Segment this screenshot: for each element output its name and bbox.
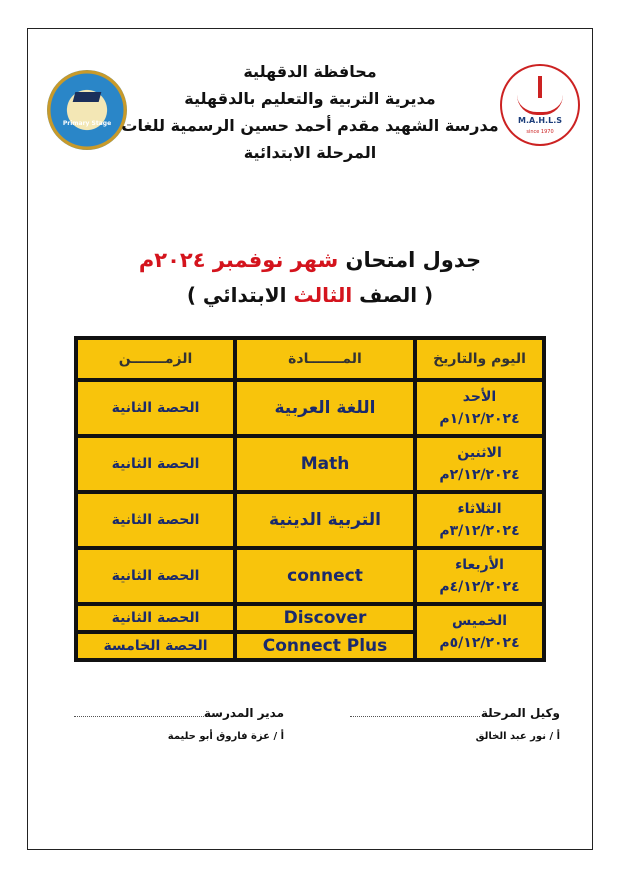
subtitle-grade: الثالث [293, 283, 353, 307]
day-cell [417, 550, 542, 602]
subject-cell: Connect Plus [237, 634, 413, 658]
period-cell: الحصة الثانية [78, 606, 233, 630]
day-cell [417, 438, 542, 490]
day-cell [417, 606, 542, 658]
subject-cell: اللغة العربية [237, 382, 413, 434]
day-name: الخميس [451, 613, 508, 629]
subject-cell: Discover [237, 606, 413, 630]
exam-date: ٥/١٢/٢٠٢٤م [439, 635, 520, 651]
subtitle-rest: الابتدائي ) [186, 283, 294, 307]
page-title [0, 248, 620, 272]
logo-brand: M.A.H.L.S [517, 116, 562, 125]
exam-date: ١/١٢/٢٠٢٤م [439, 411, 520, 427]
principal-signature [74, 706, 284, 742]
stage-line: المرحلة الابتدائية [243, 143, 377, 162]
subject-cell: Math [237, 438, 413, 490]
logo-since: since 1970 [526, 129, 554, 135]
header-subject: المـــــــادة [237, 340, 413, 378]
table-row [78, 494, 542, 546]
signature-line [74, 716, 204, 717]
header-time: الزمـــــــن [78, 340, 233, 378]
exam-date: ٢/١٢/٢٠٢٤م [439, 467, 520, 483]
period-cell: الحصة الثانية [78, 438, 233, 490]
title-prefix: جدول امتحان [338, 248, 482, 272]
table-row [78, 606, 542, 630]
directorate-line: مديرية التربية والتعليم بالدقهلية [184, 89, 436, 108]
table-row [78, 550, 542, 602]
day-name: الأربعاء [455, 557, 504, 573]
governorate-line: محافظة الدقهلية [243, 62, 377, 81]
principal-role: مدير المدرسة [203, 706, 284, 720]
school-name-line: مدرسة الشهيد مقدم أحمد حسين الرسمية للغات [121, 116, 499, 135]
header-day-date: اليوم والتاريخ [417, 340, 542, 378]
table-row [78, 438, 542, 490]
grade-subtitle [0, 283, 620, 307]
exam-schedule-table [74, 336, 546, 662]
exam-date: ٤/١٢/٢٠٢٤م [439, 579, 520, 595]
day-name: الاثنين [457, 445, 502, 461]
vice-principal-signature [350, 706, 560, 742]
exam-date: ٣/١٢/٢٠٢٤م [439, 523, 520, 539]
title-month: شهر نوفمبر ٢٠٢٤م [138, 248, 339, 272]
subject-cell: التربية الدينية [237, 494, 413, 546]
period-cell: الحصة الخامسة [78, 634, 233, 658]
principal-name: أ / عزة فاروق أبو حليمة [167, 731, 284, 742]
emblem-text: Primary Stage [62, 120, 112, 127]
vice-principal-name: أ / نور عبد الخالق [475, 731, 560, 742]
vice-principal-role: وكيل المرحلة [480, 706, 560, 720]
period-cell: الحصة الثانية [78, 494, 233, 546]
day-name: الثلاثاء [457, 501, 502, 517]
signature-line [350, 716, 480, 717]
period-cell: الحصة الثانية [78, 382, 233, 434]
day-cell [417, 494, 542, 546]
subject-cell: connect [237, 550, 413, 602]
period-cell: الحصة الثانية [78, 550, 233, 602]
table-row [78, 382, 542, 434]
subtitle-open: ( الصف [352, 283, 434, 307]
day-cell [417, 382, 542, 434]
day-name: الأحد [462, 389, 497, 405]
letterhead [0, 58, 620, 166]
table-header-row [78, 340, 542, 378]
